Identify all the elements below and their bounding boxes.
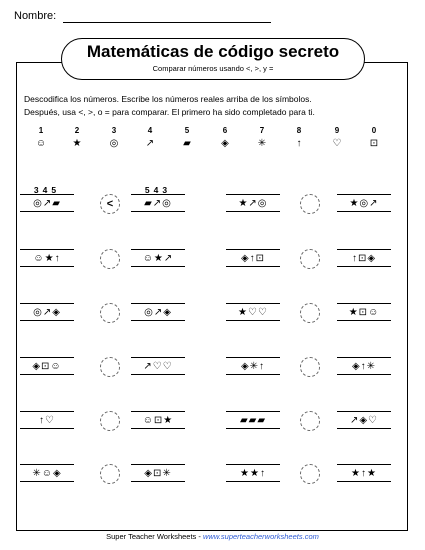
right-answer-line[interactable] xyxy=(131,194,185,195)
left-code-line xyxy=(20,481,74,482)
left-code-line xyxy=(226,211,280,212)
left-code: ◈⊡☺ xyxy=(32,361,62,372)
key-digit: 1 xyxy=(38,126,44,135)
smiley-icon: ☺ xyxy=(35,138,47,149)
left-code: ▰▰▰ xyxy=(239,415,267,426)
key-item-6 xyxy=(217,126,233,149)
left-answer-line[interactable] xyxy=(226,464,280,465)
asterisk-icon: ✳ xyxy=(257,138,267,149)
right-code: ▰↗◎ xyxy=(144,198,172,209)
right-answer-line[interactable] xyxy=(337,357,391,358)
heart-icon: ♡ xyxy=(332,138,342,149)
right-code-line xyxy=(131,266,185,267)
footer-link[interactable]: www.superteacherworksheets.com xyxy=(202,532,319,541)
title-box xyxy=(61,38,365,80)
left-answer-line[interactable] xyxy=(226,194,280,195)
right-answer-line[interactable] xyxy=(131,411,185,412)
left-code: ◎↗▰ xyxy=(33,198,61,209)
right-code-line xyxy=(337,211,391,212)
key-item-7 xyxy=(254,126,270,149)
right-code-line xyxy=(337,266,391,267)
right-answer-line[interactable] xyxy=(337,249,391,250)
right-answer-line[interactable] xyxy=(131,249,185,250)
right-code-line xyxy=(131,320,185,321)
left-code: ☺★↑ xyxy=(33,253,61,264)
parallelogram-icon: ▰ xyxy=(183,138,191,149)
page-subtitle: Comparar números usando <, >, y = xyxy=(152,64,274,73)
left-code-line xyxy=(226,428,280,429)
key-digit: 8 xyxy=(296,126,302,135)
name-label: Nombre: xyxy=(14,10,57,22)
right-answer-line[interactable] xyxy=(337,411,391,412)
left-code-line xyxy=(20,211,74,212)
right-answer-line[interactable] xyxy=(337,303,391,304)
right-code: ◈⊡✳ xyxy=(144,468,172,479)
instruction-line-1: Descodifica los números. Escribe los números reales arriba de los símbolos. xyxy=(24,94,312,104)
left-answer-line[interactable] xyxy=(226,411,280,412)
left-code-line xyxy=(20,374,74,375)
key-item-0 xyxy=(366,126,382,149)
right-answer-line[interactable] xyxy=(131,303,185,304)
right-answer-line[interactable] xyxy=(131,464,185,465)
right-code-line xyxy=(337,320,391,321)
compare-circle[interactable] xyxy=(100,411,120,431)
key-item-2 xyxy=(69,126,85,149)
key-digit: 9 xyxy=(334,126,340,135)
name-field[interactable] xyxy=(63,22,271,23)
right-code: ↑⊡◈ xyxy=(351,253,377,264)
right-code-line xyxy=(131,211,185,212)
right-code: ★↑★ xyxy=(351,468,377,479)
page-title: Matemáticas de código secreto xyxy=(86,42,340,61)
key-digit: 6 xyxy=(222,126,228,135)
key-digit: 0 xyxy=(371,126,377,135)
spiral-icon: ◎ xyxy=(109,138,119,149)
left-code: ✳☺◈ xyxy=(32,468,62,479)
left-answer-line[interactable] xyxy=(226,303,280,304)
right-code-line xyxy=(131,428,185,429)
right-code: ☺⊡★ xyxy=(142,415,174,426)
key-item-5 xyxy=(179,126,195,149)
left-answer-line[interactable] xyxy=(226,357,280,358)
left-code-line xyxy=(226,266,280,267)
compare-circle[interactable] xyxy=(300,303,320,323)
left-answer-line[interactable] xyxy=(20,357,74,358)
compare-circle[interactable] xyxy=(100,249,120,269)
footer-text: Super Teacher Worksheets - xyxy=(106,532,203,541)
key-item-1 xyxy=(33,126,49,149)
left-code: ◈↑⊡ xyxy=(240,253,266,264)
left-code-line xyxy=(20,266,74,267)
compare-circle[interactable] xyxy=(300,357,320,377)
right-code: ↗♡♡ xyxy=(143,361,173,372)
left-code-line xyxy=(20,428,74,429)
compare-circle[interactable] xyxy=(100,464,120,484)
right-code-line xyxy=(337,481,391,482)
right-code-line xyxy=(131,374,185,375)
compare-circle[interactable]: < xyxy=(100,194,120,214)
left-code-line xyxy=(226,374,280,375)
left-answer-line[interactable] xyxy=(20,194,74,195)
left-answer-line[interactable] xyxy=(20,411,74,412)
right-answer-line[interactable] xyxy=(131,357,185,358)
compare-circle[interactable] xyxy=(300,249,320,269)
left-answer-line[interactable] xyxy=(20,249,74,250)
left-answer: 345 xyxy=(33,185,61,195)
left-code-line xyxy=(226,320,280,321)
zigzag-arrow-icon: ↗ xyxy=(145,138,155,149)
key-digit: 5 xyxy=(184,126,190,135)
left-answer-line[interactable] xyxy=(20,464,74,465)
diamond-icon: ◈ xyxy=(221,138,229,149)
key-item-4 xyxy=(142,126,158,149)
left-code: ◎↗◈ xyxy=(33,307,61,318)
key-digit: 7 xyxy=(259,126,265,135)
left-code: ★♡♡ xyxy=(238,307,268,318)
right-answer-line[interactable] xyxy=(337,464,391,465)
star-icon: ★ xyxy=(72,138,82,149)
left-code: ★★↑ xyxy=(240,468,266,479)
right-code: ★⊡☺ xyxy=(348,307,380,318)
right-code: ☺★↗ xyxy=(142,253,174,264)
left-answer-line[interactable] xyxy=(20,303,74,304)
right-code: ↗◈♡ xyxy=(349,415,379,426)
right-code-line xyxy=(131,481,185,482)
right-code: ★◎↗ xyxy=(349,198,379,209)
compare-circle[interactable] xyxy=(300,464,320,484)
left-code: ↑♡ xyxy=(39,415,55,426)
key-digit: 2 xyxy=(74,126,80,135)
key-item-3 xyxy=(106,126,122,149)
key-item-8 xyxy=(291,126,307,149)
compare-circle[interactable] xyxy=(300,411,320,431)
compare-circle[interactable] xyxy=(300,194,320,214)
left-code: ◈✳↑ xyxy=(240,361,266,372)
step-box-icon: ⊡ xyxy=(369,138,379,149)
left-code: ★↗◎ xyxy=(238,198,268,209)
instruction-line-2: Después, usa <, >, o = para comparar. El primero ha sido completado para ti. xyxy=(24,107,315,117)
right-code: ◈↑✳ xyxy=(351,361,377,372)
key-digit: 3 xyxy=(111,126,117,135)
key-digit: 4 xyxy=(147,126,153,135)
left-code-line xyxy=(20,320,74,321)
key-item-9 xyxy=(329,126,345,149)
right-code: ◎↗◈ xyxy=(144,307,172,318)
right-code-line xyxy=(337,428,391,429)
left-answer-line[interactable] xyxy=(226,249,280,250)
footer xyxy=(0,532,425,541)
left-code-line xyxy=(226,481,280,482)
right-code-line xyxy=(337,374,391,375)
up-arrow-icon: ↑ xyxy=(296,138,302,149)
compare-circle[interactable] xyxy=(100,303,120,323)
right-answer: 543 xyxy=(144,185,172,195)
compare-circle[interactable] xyxy=(100,357,120,377)
right-answer-line[interactable] xyxy=(337,194,391,195)
